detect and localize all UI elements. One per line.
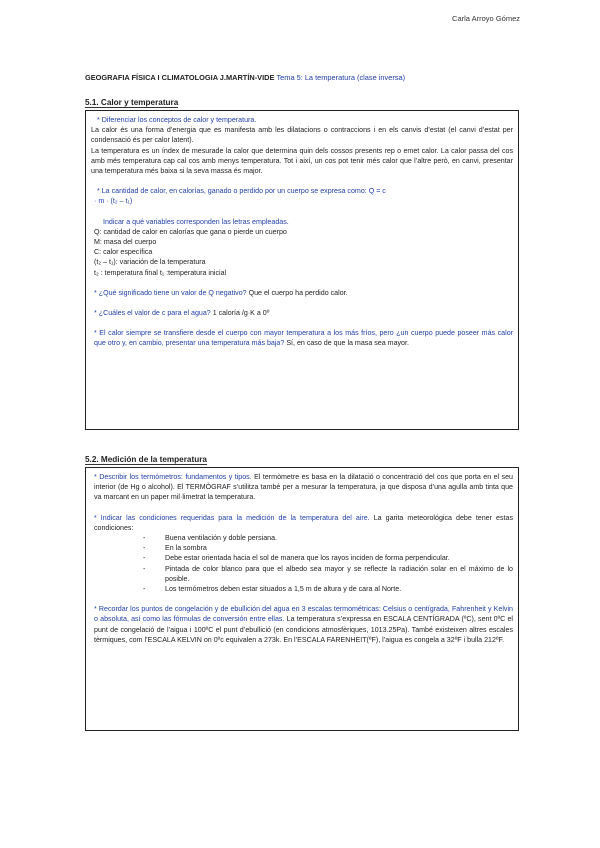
s1-var-c: C: calor específica <box>94 248 153 257</box>
section1-box <box>85 110 519 430</box>
s2-condition-item: - Buena ventilación y doble persiana. <box>143 533 513 543</box>
topic-title: Tema 5: La temperatura (clase inversa) <box>276 73 406 82</box>
s1-question-2: * La cantidad de calor, en calorías, ganado o perdido por un cuerpo se expresa como: Q = c <box>97 187 386 196</box>
s1-paragraph-calor: La calor és una forma d’energia que es manifesta amb les dilatacions o contraccions i en els canvis d’estat (el canvi d’estat per condensació és per calor latent). <box>91 126 513 145</box>
s1-question-1: * Diferenciar los conceptos de calor y temperatura. <box>97 116 257 124</box>
s1-question-5: * ¿Cuáles el valor de c para el agua? <box>94 309 211 318</box>
s1-var-delta-t: (t₂ – t₁): variación de la temperatura <box>94 258 206 267</box>
s2-qa-2 <box>91 513 513 533</box>
s1-qa-4 <box>91 288 513 298</box>
section1-heading: 5.1. Calor y temperatura <box>85 98 179 107</box>
s1-question-4: * ¿Qué significado tiene un valor de Q negativo? <box>94 288 247 297</box>
s2-condition-item: - Pintada de color blanco para que el albedo sea mayor y se reflecte la radiación solar en el máximo de lo posible. <box>143 564 513 584</box>
course-title: GEOGRAFIA FÍSICA I CLIMATOLOGIA J.MARTÍN-VIDE <box>85 73 275 82</box>
s2-question-3: * Recordar los puntos de congelación y de ebullición del agua en 3 escalas termométricas: Celsius o centígrada, Fahrenheit y Kelvin o absoluta, así como las fórmulas de conversión entre ellas. <box>94 605 513 624</box>
s2-qa-3 <box>91 604 513 645</box>
s1-paragraph-temperatura: La temperatura es un índex de mesurade la calor que determina quin dels cossos presents rep o emet calor. La calor passa del cos amb més temperatura cap cal cos amb menys temperatura. Tot i així, un cos pot tenir més calor que l’altre però, en canvi, presentar una temperatura més baixa si la seva massa és major. <box>91 146 513 176</box>
s1-qa-5 <box>91 308 513 318</box>
s1-var-t: t₂ : temperatura final t₁ :temperatura inicial <box>94 268 227 277</box>
s2-condition-item: - Los termómetros deben estar situados a 1,5 m de altura y de cara al Norte. <box>143 584 513 594</box>
s1-answer-5: 1 caloría /g·K a 0º <box>212 309 270 318</box>
s2-qa-1 <box>91 472 513 503</box>
s1-answer-6: Sí, en caso de que la masa sea mayor. <box>286 339 409 348</box>
s2-condition-item: - Debe estar orientada hacia el sol de manera que los rayos inciden de forma perpendicular. <box>143 553 513 563</box>
s2-question-2: * Indicar las condiciones requeridas para la medición de la temperatura del aire. <box>94 513 370 522</box>
s2-question-1: * Describir los termómetros: fundamentos y tipos. <box>94 473 252 481</box>
document-title <box>85 73 525 82</box>
s1-qa-6 <box>91 328 513 348</box>
s2-answer-3: La temperatura s’expressa en ESCALA CENTÍGRADA (ºC), sent 0ºC el punt de congelació de l’aigua i 100ºC el punt d’ebullició (en condicions atmosfèriques, 1013.25Pa). També existeixen altres escales tèrmiques, com l’ESCALA KELVIN on 0ºc equivalen a 273k. En l’ESCALA FARENHEIT(ºF), l’aigua es congela a 32ºF i bulla 212ºF. <box>94 615 514 644</box>
s1-formula: · m · (t₂ – t₁) <box>94 197 133 206</box>
author-name: Carla Arroyo Gómez <box>452 14 520 23</box>
section2-heading: 5.2. Medición de la temperatura <box>85 455 207 464</box>
s1-var-m: M: masa del cuerpo <box>94 238 157 247</box>
s1-question-3: Indicar a qué variables corresponden las letras empleadas. <box>103 217 289 226</box>
s2-conditions-list <box>91 533 513 594</box>
s1-answer-4: Que el cuerpo ha perdido calor. <box>248 288 348 297</box>
s1-question-6: * El calor siempre se transfiere desde el cuerpo con mayor temperatura a los más fríos, pero ¿un cuerpo puede poseer más calor que otro y, en cambio, presentar una temperatura más baja? <box>94 329 513 348</box>
s2-answer-1: El termòmetre es basa en la dilatació o concentració del cos que porta en el seu interior (de Hg o alcohol). El TERMÒGRAF s’utilitza també per a mesurar la temperatura, ja que disposa d’una agulla amb tinta que va marcant en un paper mil·limetrat la temperatura. <box>94 473 513 502</box>
s2-answer-2: La garita meteorológica debe tener estas condiciones: <box>94 513 513 532</box>
section2-box <box>85 467 519 731</box>
s1-var-q: Q: cantidad de calor en calorías que gana o pierde un cuerpo <box>94 227 287 236</box>
s2-condition-item: - En la sombra <box>143 543 513 553</box>
